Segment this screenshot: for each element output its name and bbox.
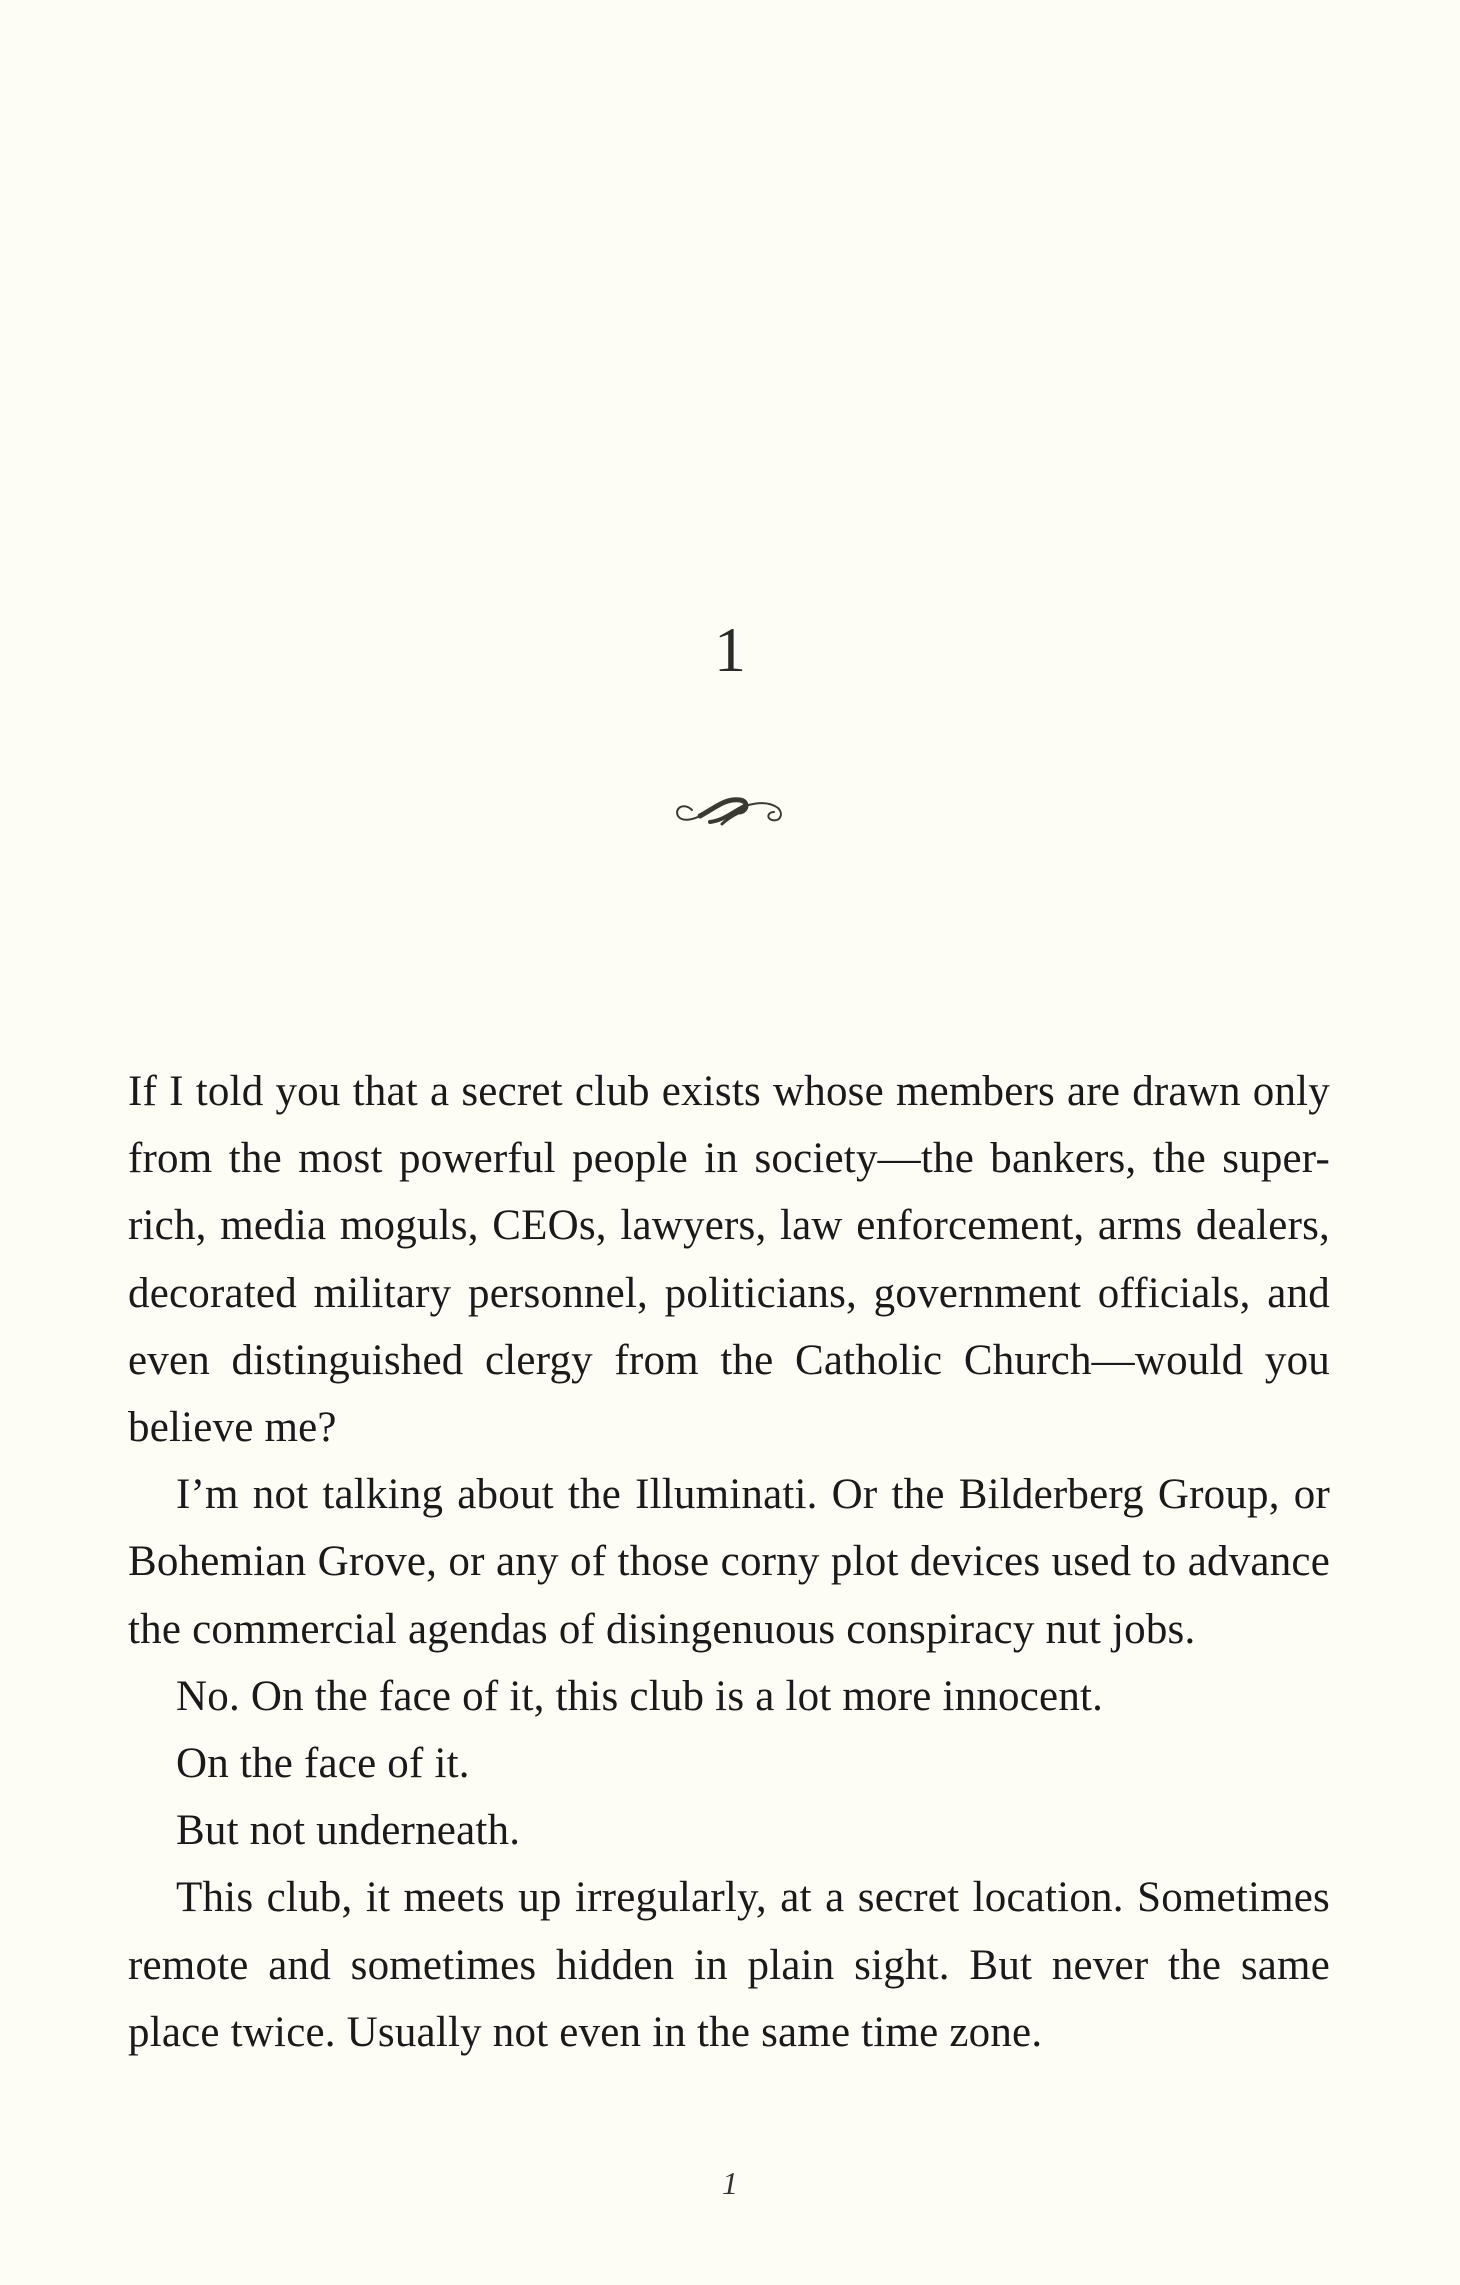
paragraph-6: This club, it meets up irregularly, at a secret location. Sometimes remote and sometimes hidden in plain sight. But never the same place twice. Usually not even in the same time zone. <box>128 1874 1330 2056</box>
paragraph-3: No. On the face of it, this club is a lot more innocent. <box>176 1672 1104 1720</box>
flourish-ornament-icon <box>670 780 790 840</box>
paragraph-2: I’m not talking about the Illuminati. Or the Bilderberg Group, or Bohemian Grove, or any of those corny plot devices used to advance the commercial agendas of disingenuous conspiracy nut jobs. <box>128 1471 1330 1653</box>
page-number: 1 <box>722 2165 738 2201</box>
chapter-number: 1 <box>714 614 746 685</box>
paragraph-4: On the face of it. <box>176 1740 470 1788</box>
paragraph-5: But not underneath. <box>176 1807 521 1855</box>
body-text <box>128 1058 1330 2066</box>
paragraph-1: If I told you that a secret club exists whose members are drawn only from the most powerful people in society—the bankers, the super-rich, media moguls, CEOs, lawyers, law enforcement, arms dealers, decorated military personnel, politicians, government officials, and even distinguished clergy from the Catholic Church—would you believe me? <box>128 1068 1330 1452</box>
